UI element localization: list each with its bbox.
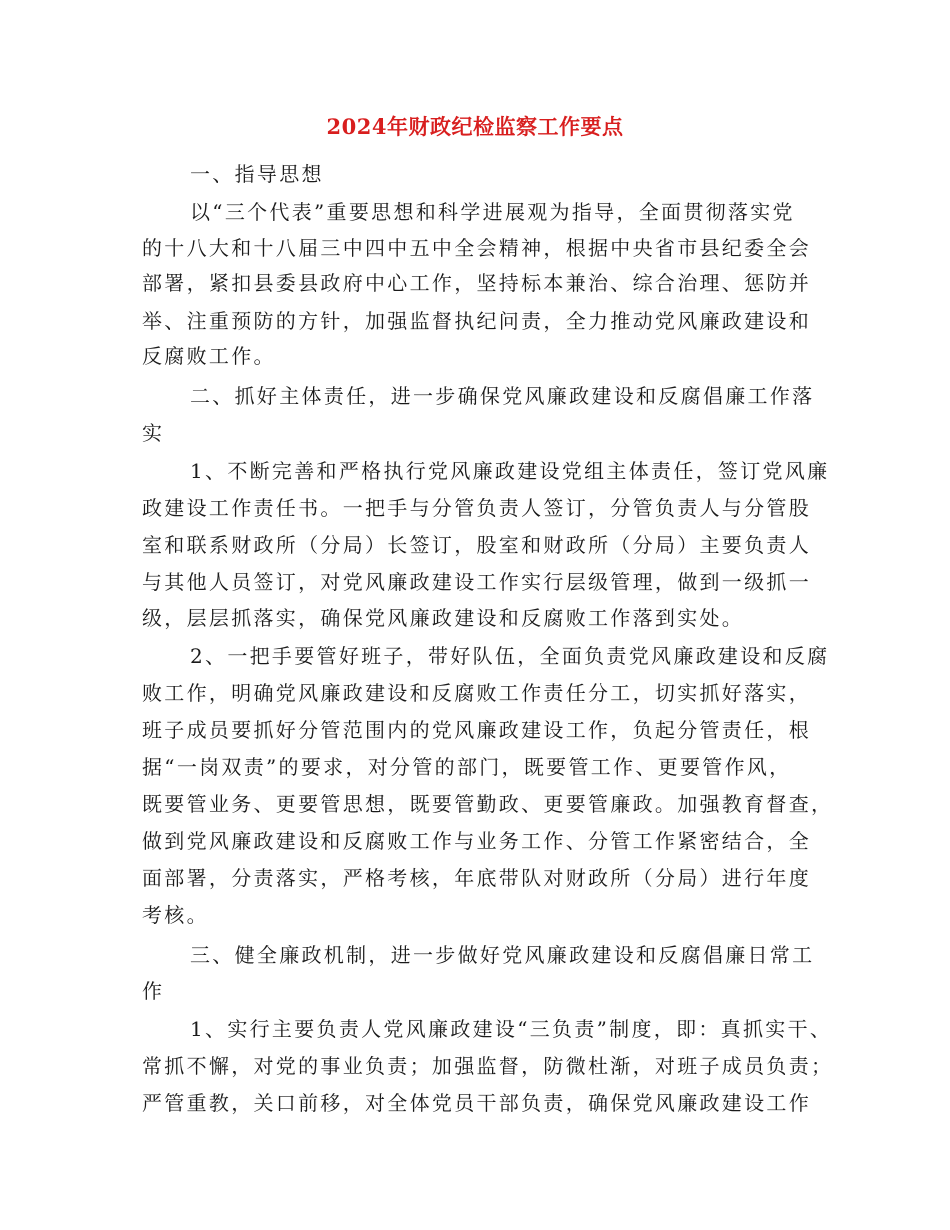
paragraph-line: 据“一岗双责”的要求，对分管的部门，既要管工作、更要管作风， xyxy=(142,755,792,779)
paragraph-line: 败工作，明确党风廉政建设和反腐败工作责任分工，切实抓好落实， xyxy=(142,681,811,705)
paragraph-line: 既要管业务、更要管思想，既要管勤政、更要管廉政。加强教育督查， xyxy=(142,792,834,816)
paragraph-line: 做到党风廉政建设和反腐败工作与业务工作、分管工作紧密结合，全 xyxy=(142,829,811,853)
paragraph-line: 考核。 xyxy=(142,903,209,927)
paragraph-line: 面部署，分责落实，严格考核，年底带队对财政所（分局）进行年度 xyxy=(142,866,811,890)
paragraph-line: 以“三个代表”重要思想和科学进展观为指导，全面贯彻落实党 xyxy=(190,200,795,224)
section-heading-3: 三、健全廉政机制，进一步做好党风廉政建设和反腐倡廉日常工 xyxy=(190,943,815,967)
paragraph-line: 部署，紧扣县委县政府中心工作，坚持标本兼治、综合治理、惩防并 xyxy=(142,271,811,295)
paragraph-line: 常抓不懈，对党的事业负责；加强监督，防微杜渐，对班子成员负责； xyxy=(142,1054,834,1078)
document-title: 2024年财政纪检监察工作要点 xyxy=(326,114,624,139)
paragraph-line: 班子成员要抓好分管范围内的党风廉政建设工作，负起分管责任，根 xyxy=(142,718,811,742)
section-heading-2: 二、抓好主体责任，进一步确保党风廉政建设和反腐倡廉工作落 xyxy=(190,384,815,408)
section-heading-2-cont: 实 xyxy=(142,421,165,445)
paragraph-line: 2、一把手要管好班子，带好队伍，全面负责党风廉政建设和反腐 xyxy=(190,644,830,668)
paragraph-line: 反腐败工作。 xyxy=(142,344,276,368)
paragraph-line: 举、注重预防的方针，加强监督执纪问责，全力推动党风廉政建设和 xyxy=(142,309,811,333)
paragraph-line: 与其他人员签订，对党风廉政建设工作实行层级管理，做到一级抓一 xyxy=(142,570,811,594)
paragraph-line: 1、不断完善和严格执行党风廉政建设党组主体责任，签订党风廉 xyxy=(190,459,830,483)
section-heading-1: 一、指导思想 xyxy=(190,162,324,186)
paragraph-line: 的十八大和十八届三中四中五中全会精神，根据中央省市县纪委全会 xyxy=(142,236,811,260)
paragraph-line: 政建设工作责任书。一把手与分管负责人签订，分管负责人与分管股 xyxy=(142,496,811,520)
paragraph-line: 严管重教，关口前移，对全体党员干部负责，确保党风廉政建设工作 xyxy=(142,1091,811,1115)
paragraph-line: 1、实行主要负责人党风廉政建设“三负责”制度，即：真抓实干、 xyxy=(190,1017,833,1041)
paragraph-line: 室和联系财政所（分局）长签订，股室和财政所（分局）主要负责人 xyxy=(142,533,811,557)
paragraph-line: 级，层层抓落实，确保党风廉政建设和反腐败工作落到实处。 xyxy=(142,606,745,630)
section-heading-3-cont: 作 xyxy=(142,979,165,1003)
